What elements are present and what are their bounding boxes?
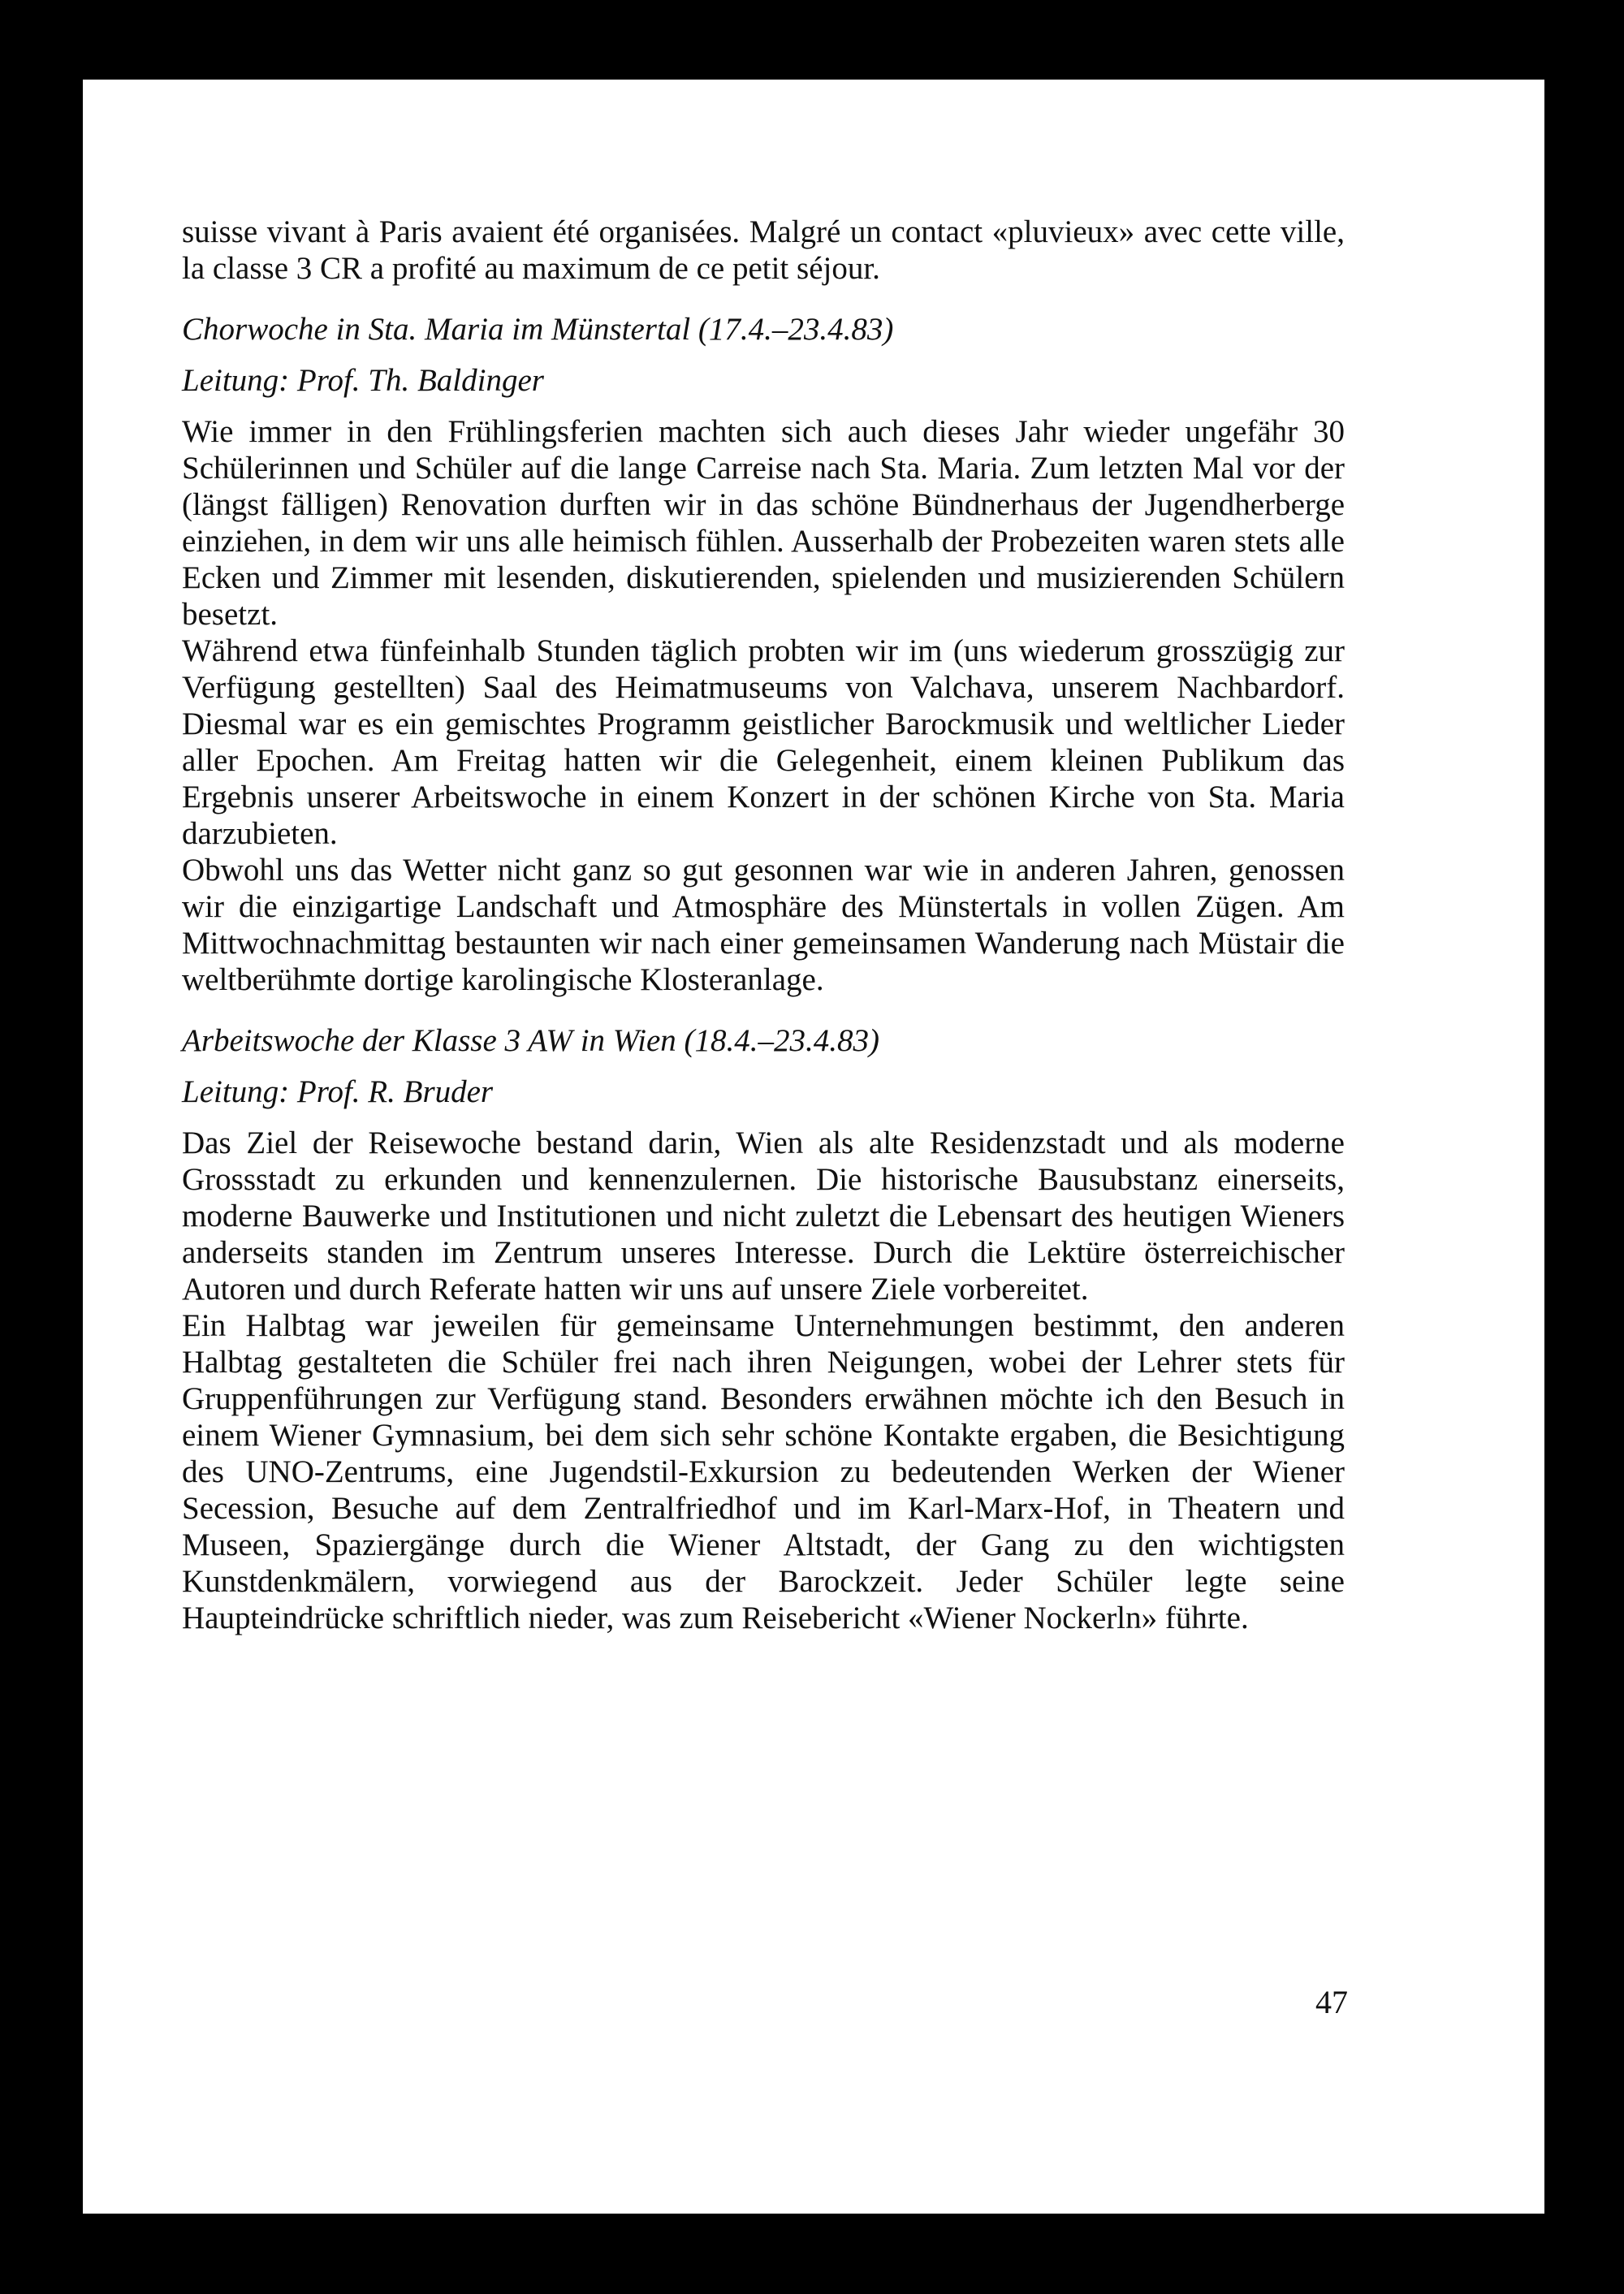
section-title-arbeitswoche: Arbeitswoche der Klasse 3 AW in Wien (18.4.–23.4.83) — [182, 1023, 879, 1058]
body-paragraph: Ein Halbtag war jeweilen für gemeinsame Unternehmungen bestimmt, den anderen Halbtag gestalteten die Schüler frei nach ihren Neigungen, wobei der Lehrer stets für Gruppenführungen zur Verfügung stand. Besonders erwähnen möchte ich den Besuch in einem Wiener Gymnasium, bei dem sich sehr schöne Kontakte ergaben, die Besichtigung des UNO-Zentrums, eine Jugendstil-Exkursion zu bedeutenden Werken der Wiener Secession, Besuche auf dem Zentralfriedhof und im Karl-Marx-Hof, in Theatern und Museen, Spaziergänge durch die Wiener Altstadt, der Gang zu den wichtigsten Kunstdenkmälern, vorwiegend aus der Barockzeit. Jeder Schüler legte seine Haupteindrücke schriftlich nieder, was zum Reisebericht «Wiener Nockerln» führte. — [182, 1308, 1345, 1635]
page-content — [182, 214, 1345, 1636]
spacer — [182, 287, 1345, 311]
body-paragraph: Obwohl uns das Wetter nicht ganz so gut gesonnen war wie in anderen Jahren, genossen wir die einzigartige Landschaft und Atmosphäre des Münstertals in vollen Zügen. Am Mittwochnachmittag bestaunten wir nach einer gemeinsamen Wanderung nach Müstair die weltberühmte dortige karolingische Klosteranlage. — [182, 853, 1345, 997]
body-paragraph: Wie immer in den Frühlingsferien machten sich auch dieses Jahr wieder ungefähr 30 Schülerinnen und Schüler auf die lange Carreise nach Sta. Maria. Zum letzten Mal vor der (längst fälligen) Renovation durften wir in das schöne Bündnerhaus der Jugendherberge einziehen, in dem wir uns alle heimisch fühlen. Ausserhalb der Probezeiten waren stets alle Ecken und Zimmer mit lesenden, diskutierenden, spielenden und musizierenden Schülern besetzt. — [182, 414, 1345, 632]
spacer — [182, 348, 1345, 362]
body-paragraph: Das Ziel der Reisewoche bestand darin, Wien als alte Residenzstadt und als moderne Grossstadt zu erkunden und kennenzulernen. Die historische Bausubstanz einerseits, moderne Bauwerke und Institutionen und nicht zuletzt die Lebensart des heutigen Wieners anderseits standen im Zentrum unseres Interesse. Durch die Lektüre österreichischer Autoren und durch Referate hatten wir uns auf unsere Ziele vorbereitet. — [182, 1125, 1345, 1307]
section-leader-arbeitswoche: Leitung: Prof. R. Bruder — [182, 1074, 494, 1109]
spacer — [182, 399, 1345, 413]
intro-paragraph: suisse vivant à Paris avaient été organisées. Malgré un contact «pluvieux» avec cette ville, la classe 3 CR a profité au maximum de ce petit séjour. — [182, 214, 1345, 286]
section-leader-chorwoche: Leitung: Prof. Th. Baldinger — [182, 363, 544, 398]
document-page — [83, 80, 1544, 2214]
section-title-chorwoche: Chorwoche in Sta. Maria im Münstertal (17.4.–23.4.83) — [182, 312, 894, 347]
spacer — [182, 1059, 1345, 1074]
spacer — [182, 998, 1345, 1022]
page-number: 47 — [1315, 1984, 1348, 2020]
body-paragraph: Während etwa fünfeinhalb Stunden täglich probten wir im (uns wiederum grosszügig zur Verfügung gestellten) Saal des Heimatmuseums von Valchava, unserem Nachbardorf. Diesmal war es ein gemischtes Programm geistlicher Barockmusik und weltlicher Lieder aller Epochen. Am Freitag hatten wir die Gelegenheit, einem kleinen Publikum das Ergebnis unserer Arbeitswoche in einem Konzert in der schönen Kirche von Sta. Maria darzubieten. — [182, 633, 1345, 851]
spacer — [182, 1110, 1345, 1125]
